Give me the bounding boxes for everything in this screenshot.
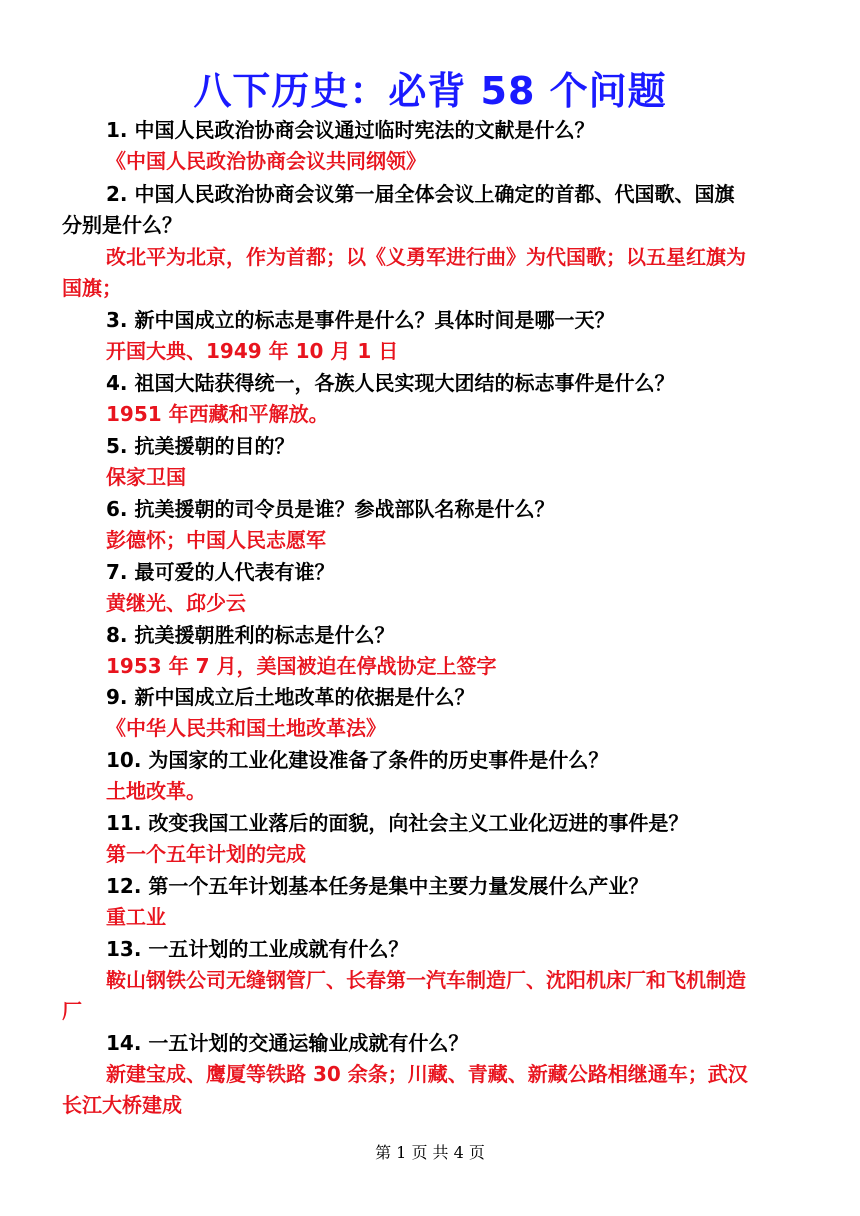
question-2-cont: 分别是什么？ <box>62 213 182 237</box>
answer-14-cont: 长江大桥建成 <box>62 1093 182 1117</box>
question-12: 12. 第一个五年计划基本任务是集中主要力量发展什么产业？ <box>106 874 649 898</box>
answer-12: 重工业 <box>106 905 166 929</box>
answer-13: 鞍山钢铁公司无缝钢管厂、长春第一汽车制造厂、沈阳机床厂和飞机制造 <box>106 968 746 992</box>
question-11: 11. 改变我国工业落后的面貌，向社会主义工业化迈进的事件是？ <box>106 811 689 835</box>
question-10: 10. 为国家的工业化建设准备了条件的历史事件是什么？ <box>106 748 609 772</box>
question-8: 8. 抗美援朝胜利的标志是什么？ <box>106 623 395 647</box>
answer-8: 1953 年 7 月，美国被迫在停战协定上签字 <box>106 654 497 678</box>
page-title: 八下历史：必背 58 个问题 <box>193 69 667 113</box>
question-13: 13. 一五计划的工业成就有什么？ <box>106 937 409 961</box>
question-7: 7. 最可爱的人代表有谁？ <box>106 560 335 584</box>
question-14: 14. 一五计划的交通运输业成就有什么？ <box>106 1031 469 1055</box>
question-3: 3. 新中国成立的标志是事件是什么？具体时间是哪一天？ <box>106 308 615 332</box>
answer-4: 1951 年西藏和平解放。 <box>106 402 329 426</box>
answer-13-cont: 厂 <box>62 999 82 1023</box>
page-footer: 第 1 页 共 4 页 <box>375 1143 485 1162</box>
question-4: 4. 祖国大陆获得统一，各族人民实现大团结的标志事件是什么？ <box>106 371 675 395</box>
answer-5: 保家卫国 <box>106 465 186 489</box>
answer-10: 土地改革。 <box>106 779 206 803</box>
answer-14: 新建宝成、鹰厦等铁路 30 余条；川藏、青藏、新藏公路相继通车；武汉 <box>106 1062 748 1086</box>
answer-9: 《中华人民共和国土地改革法》 <box>106 716 386 740</box>
question-9: 9. 新中国成立后土地改革的依据是什么？ <box>106 685 475 709</box>
question-5: 5. 抗美援朝的目的？ <box>106 434 295 458</box>
answer-2-cont: 国旗； <box>62 276 122 300</box>
question-2: 2. 中国人民政治协商会议第一届全体会议上确定的首都、代国歌、国旗 <box>106 182 735 206</box>
question-1: 1. 中国人民政治协商会议通过临时宪法的文献是什么？ <box>106 118 595 142</box>
answer-2: 改北平为北京，作为首都；以《义勇军进行曲》为代国歌；以五星红旗为 <box>106 245 746 269</box>
question-6: 6. 抗美援朝的司令员是谁？参战部队名称是什么？ <box>106 497 555 521</box>
answer-7: 黄继光、邱少云 <box>106 591 246 615</box>
answer-6: 彭德怀；中国人民志愿军 <box>106 528 326 552</box>
answer-1: 《中国人民政治协商会议共同纲领》 <box>106 149 426 173</box>
answer-3: 开国大典、1949 年 10 月 1 日 <box>106 339 399 363</box>
answer-11: 第一个五年计划的完成 <box>106 842 306 866</box>
